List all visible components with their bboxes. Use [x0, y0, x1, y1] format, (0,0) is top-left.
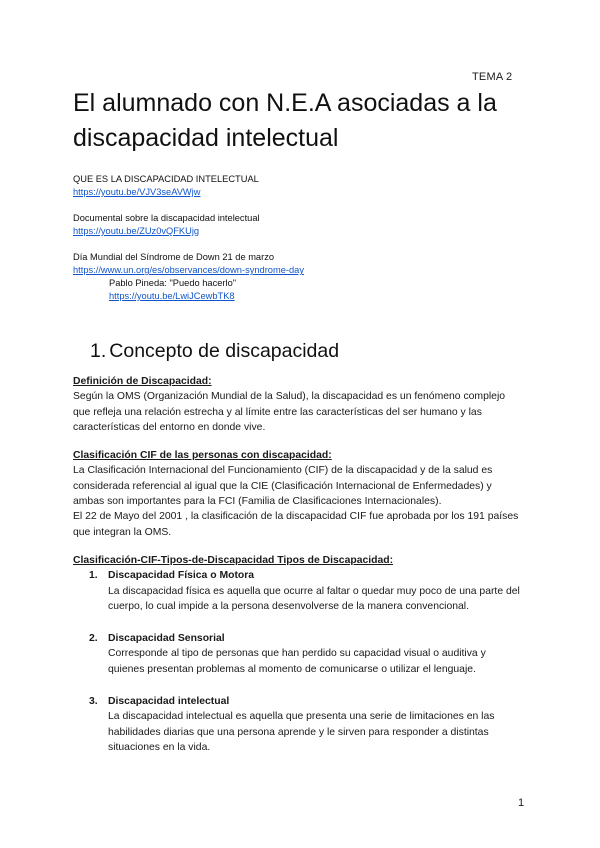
- item-number: 3.: [89, 696, 98, 708]
- definicion-heading: Definición de Discapacidad:: [73, 376, 212, 387]
- item-text: La discapacidad física es aquella que ocurre al faltar o quedar muy poco de una parte del cuerpo, lo cual impide a la persona desenvolverse de la manera convencional.: [108, 585, 520, 612]
- tipos-list: [73, 568, 525, 755]
- page-number: 1: [518, 797, 525, 809]
- item-number: 1.: [89, 570, 98, 582]
- link-block-documental: [73, 212, 543, 238]
- section-title: Concepto de discapacidad: [109, 340, 340, 362]
- tema-label: TEMA 2: [472, 71, 513, 83]
- resource-links: [73, 173, 543, 316]
- video-link[interactable]: https://youtu.be/ZUz0vQFKUjg: [73, 226, 200, 236]
- link-label: Pablo Pineda: "Puedo hacerlo": [109, 278, 237, 288]
- list-item: [73, 568, 525, 614]
- item-title: Discapacidad Física o Motora: [108, 570, 255, 582]
- item-text: La discapacidad intelectual es aquella que presenta una serie de limitaciones en las habilidades diarias que una persona aprende y le sirven para responder a distintas situaciones en la vida.: [108, 711, 495, 753]
- video-link[interactable]: https://youtu.be/VJV3seAVWjw: [73, 187, 201, 197]
- item-number: 2.: [89, 633, 98, 645]
- link-block-que-es: [73, 173, 543, 199]
- list-item: [73, 631, 525, 677]
- cif-heading: Clasificación CIF de las personas con discapacidad:: [73, 450, 332, 462]
- cif-text: La Clasificación Internacional del Funcionamiento (CIF) de la discapacidad y de la salud es considerada referencial al igual que la CIE (Clasificación Internacional de Enfermedades) y ambas son importantes para la FCI (Familia de Clasificaciones Internacionales).: [73, 465, 493, 508]
- item-text: Corresponde al tipo de personas que han perdido su capacidad visual o auditiva y quienes presentan problemas al momento de comunicarse o utilizar el lenguaje.: [108, 648, 486, 675]
- link-label: QUE ES LA DISCAPACIDAD INTELECTUAL: [73, 174, 259, 184]
- tipos-heading: Clasificación-CIF-Tipos-de-Discapacidad Tipos de Discapacidad:: [73, 554, 394, 566]
- video-link[interactable]: https://youtu.be/LwiJCewbTK8: [109, 291, 235, 301]
- item-title: Discapacidad Sensorial: [108, 633, 225, 645]
- link-block-down: [73, 251, 543, 303]
- cif-text: El 22 de Mayo del 2001 , la clasificación de la discapacidad CIF fue aprobada por los 191 países que integran la OMS.: [73, 511, 519, 538]
- item-title: Discapacidad intelectual: [108, 696, 230, 708]
- link-label: Día Mundial del Síndrome de Down 21 de marzo: [73, 252, 275, 262]
- section-number: 1.: [90, 340, 107, 362]
- link-label: Documental sobre la discapacidad intelectual: [73, 213, 260, 223]
- section-heading: [90, 340, 339, 363]
- definicion-text: Según la OMS (Organización Mundial de la Salud), la discapacidad es un fenómeno complejo que refleja una relación estrecha y al límite entre las características del ser humano y las características del entorno en donde vive.: [73, 391, 506, 433]
- document-title: El alumnado con N.E.A asociadas a la discapacidad intelectual: [73, 89, 497, 152]
- list-item: [73, 694, 525, 755]
- document-body: [73, 374, 525, 755]
- web-link[interactable]: https://www.un.org/es/observances/down-syndrome-day: [73, 265, 304, 275]
